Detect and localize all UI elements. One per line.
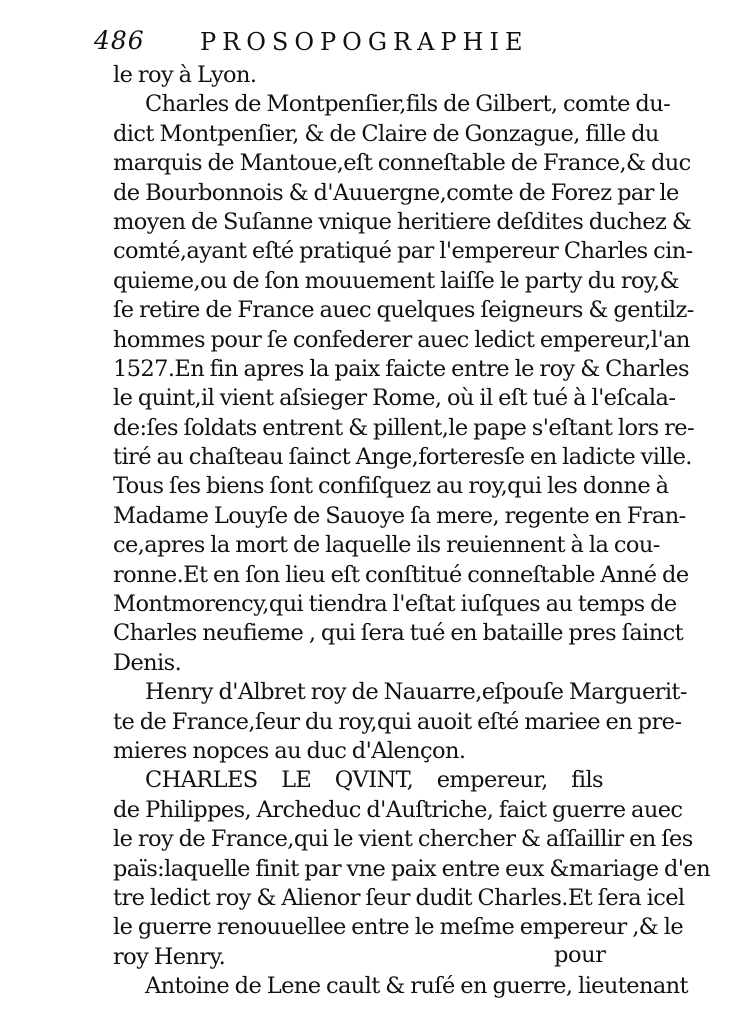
text-line: Madame Louyſe de Sauoye ſa mere, regente en Fran- <box>113 502 686 529</box>
text-line: Tous ſes biens ſont confiſquez au roy,qui les donne à <box>113 473 669 500</box>
text-line: quieme,ou de ſon mouuement laiſſe le party du roy,& <box>113 267 680 294</box>
text-line: tiré au chaſteau ſainct Ange,forteresſe en ladicte ville. <box>113 444 692 471</box>
text-line: Antoine de Lene cault & ruſé en guerre, lieutenant <box>145 973 688 1000</box>
text-line: moyen de Suſanne vnique heritiere deſdites duchez & <box>113 208 692 235</box>
text-line: païs:laquelle finit par vne paix entre eux &mariage d'en <box>113 855 711 882</box>
text-line: ronne.Et en ſon lieu eſt conſtitué conneſtable Anné de <box>113 561 689 588</box>
text-line: marquis de Mantoue,eſt conneſtable de France,& duc <box>113 150 691 177</box>
text-line: Henry d'Albret roy de Nauarre,eſpouſe Marguerit- <box>145 679 687 706</box>
text-line: le roy de France,qui le vient chercher & aſſaillir en ſes <box>113 826 693 853</box>
text-line: roy Henry. <box>113 943 226 970</box>
text-line: ſe retire de France auec quelques ſeigneurs & gentilz- <box>113 297 694 324</box>
text-line: le guerre renouuellee entre le meſme empereur ,& le <box>113 914 684 941</box>
text-line: Montmorency,qui tiendra l'eſtat iuſques au temps de <box>113 591 677 618</box>
text-line: le quint,il vient aſsieger Rome, où il eſt tué à l'eſcala- <box>113 385 676 412</box>
text-line: Charles neufieme , qui ſera tué en bataille pres ſainct <box>113 620 684 647</box>
page-header <box>88 26 648 60</box>
catchword: pour <box>554 942 606 968</box>
text-line: CHARLES LE QVINT, empereur, fils <box>145 767 603 794</box>
text-line: mieres nopces au duc d'Alençon. <box>113 737 466 764</box>
page-number: 486 <box>94 26 145 55</box>
text-line: Denis. <box>113 649 182 676</box>
running-title: PROSOPOGRAPHIE <box>200 28 529 56</box>
text-line: dict Montpenſier, & de Claire de Gonzague, fille du <box>113 120 659 147</box>
text-line: ce,apres la mort de laquelle ils reuiennent à la cou- <box>113 532 660 559</box>
text-line: hommes pour ſe confederer auec ledict empereur,l'an <box>113 326 690 353</box>
text-line: de Philippes, Archeduc d'Auſtriche, faict guerre auec <box>113 796 683 823</box>
body-text <box>113 61 711 1002</box>
text-line: tre ledict roy & Alienor ſeur dudit Charles.Et ſera icel <box>113 884 685 911</box>
text-line: de Bourbonnois & d'Auuergne,comte de Forez par le <box>113 179 679 206</box>
text-line: 1527.En fin apres la paix faicte entre le roy & Charles <box>113 355 689 382</box>
text-line: te de France,ſeur du roy,qui auoit eſté mariee en pre- <box>113 708 682 735</box>
text-line: le roy à Lyon. <box>113 62 257 88</box>
text-line: de:ſes ſoldats entrent & pillent,le pape s'eſtant lors re- <box>113 414 694 441</box>
text-line: comté,ayant eſté pratiqué par l'empereur Charles cin- <box>113 238 693 265</box>
text-line: Charles de Montpenſier,fils de Gilbert, comte du- <box>145 91 671 118</box>
